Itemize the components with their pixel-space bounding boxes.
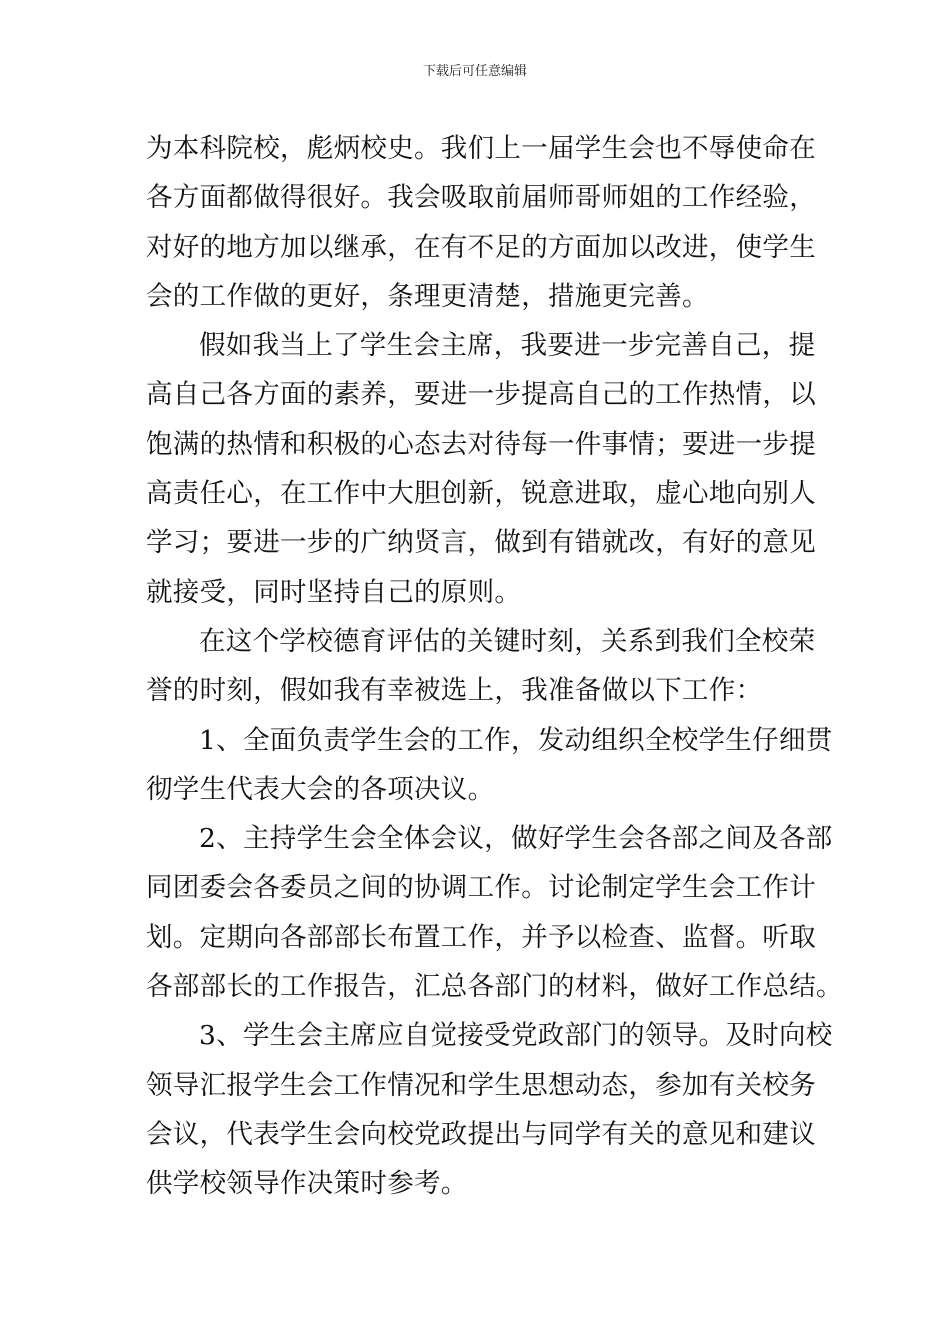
text-line: 高自己各方面的素养，要进一步提高自己的工作热情，以 [146,379,816,411]
text-line: 会议，代表学生会向校党政提出与同学有关的意见和建议 [146,1118,816,1150]
document-body [146,124,843,1209]
text-line: 同团委会各委员之间的协调工作。讨论制定学生会工作计 [146,872,816,904]
text-line: 誉的时刻，假如我有幸被选上，我准备做以下工作： [146,675,763,707]
text-line: 彻学生代表大会的各项决议。 [146,773,495,805]
text-line: 饱满的热情和积极的心态去对待每一件事情；要进一步提 [146,428,816,460]
text-line: 为本科院校，彪炳校史。我们上一届学生会也不辱使命在 [146,133,816,164]
text-line: 领导汇报学生会工作情况和学生思想动态，参加有关校务 [146,1069,816,1101]
list-item-2-first-line: 2、主持学生会全体会议，做好学生会各部之间及各部 [199,823,833,855]
text-line: 对好的地方加以继承，在有不足的方面加以改进，使学生 [146,231,816,263]
text-line: 会的工作做的更好，条理更清楚，措施更完善。 [146,280,709,312]
text-line: 供学校领导作决策时参考。 [146,1168,468,1200]
paragraph-first-line: 在这个学校德育评估的关键时刻，关系到我们全校荣 [199,625,816,657]
page-header-note: 下载后可任意编辑 [422,64,527,79]
list-item-1-first-line: 1、全面负责学生会的工作，发动组织全校学生仔细贯 [199,724,833,756]
text-line: 各方面都做得很好。我会吸取前届师哥师姐的工作经验， [146,182,816,214]
text-line: 学习；要进一步的广纳贤言，做到有错就改，有好的意见 [146,527,816,559]
text-line: 各部部长的工作报告，汇总各部门的材料，做好工作总结。 [146,971,843,1003]
text-line: 就接受，同时坚持自己的原则。 [146,576,522,608]
paragraph-first-line: 假如我当上了学生会主席，我要进一步完善自己，提 [199,330,816,362]
text-line: 高责任心，在工作中大胆创新，锐意进取，虚心地向别人 [146,478,816,510]
list-item-3-first-line: 3、学生会主席应自觉接受党政部门的领导。及时向校 [199,1020,833,1052]
text-line: 划。定期向各部部长布置工作，并予以检查、监督。听取 [146,921,816,953]
